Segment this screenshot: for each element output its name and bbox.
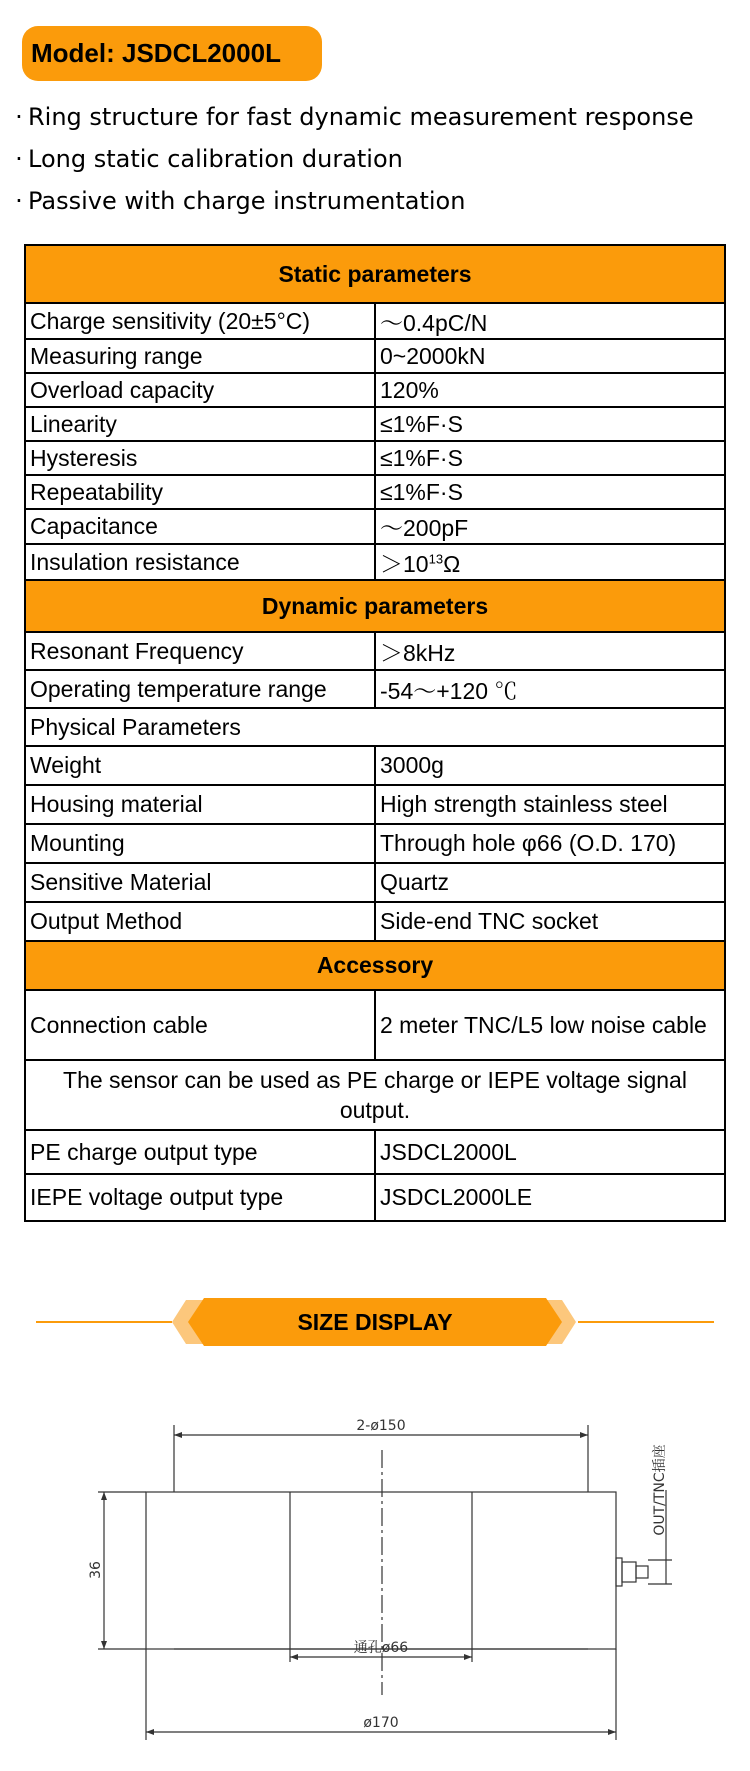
table-row — [25, 509, 725, 544]
dimension-top-label: 2-ø150 — [356, 1418, 406, 1434]
table-row — [25, 373, 725, 407]
feature-text: Passive with charge instrumentation — [28, 187, 466, 215]
param-value: ≤1%F·S — [375, 475, 725, 509]
dimension-od-label: ø170 — [363, 1715, 399, 1731]
param-value: ～200pF — [375, 509, 725, 544]
param-value: Quartz — [375, 863, 725, 902]
accessory-header-row — [25, 941, 725, 990]
param-label: Mounting — [25, 824, 375, 863]
param-label: Housing material — [25, 785, 375, 824]
bullet-dot: · — [15, 187, 23, 215]
model-badge — [22, 26, 322, 81]
param-label: Weight — [25, 746, 375, 785]
sensor-body-outline — [146, 1492, 616, 1649]
dimension-drawing — [0, 1380, 750, 1760]
param-value: JSDCL2000L — [375, 1130, 725, 1174]
table-row — [25, 339, 725, 373]
param-label: Linearity — [25, 407, 375, 441]
accessory-heading: Accessory — [25, 941, 725, 990]
feature-list — [10, 96, 750, 222]
table-row — [25, 785, 725, 824]
param-label: Sensitive Material — [25, 863, 375, 902]
dimension-height-label: 36 — [88, 1561, 104, 1579]
param-value: ＞8kHz — [375, 632, 725, 670]
feature-item — [10, 96, 750, 138]
table-row — [25, 407, 725, 441]
param-label: Charge sensitivity (20±5°C) — [25, 303, 375, 339]
table-row — [25, 990, 725, 1060]
bullet-dot: · — [15, 103, 23, 131]
insulation-value-prefix: ＞10 — [380, 550, 429, 577]
table-row — [25, 1174, 725, 1221]
param-label: PE charge output type — [25, 1130, 375, 1174]
feature-text: Ring structure for fast dynamic measurement response — [28, 103, 694, 131]
param-value: ≤1%F·S — [375, 407, 725, 441]
bullet-dot: · — [15, 145, 23, 173]
feature-item — [10, 180, 750, 222]
model-label: Model: JSDCL2000L — [31, 38, 281, 68]
dimension-hole-label: 通孔ø66 — [353, 1640, 409, 1656]
param-value: ≤1%F·S — [375, 441, 725, 475]
connector-label: OUT/TNC插座 — [652, 1444, 668, 1536]
param-label: Measuring range — [25, 339, 375, 373]
physical-parameters-heading: Physical Parameters — [25, 708, 725, 746]
physical-header-row — [25, 708, 725, 746]
insulation-value-exponent: 13 — [428, 550, 444, 566]
param-label: IEPE voltage output type — [25, 1174, 375, 1221]
param-label: Insulation resistance — [25, 544, 375, 580]
table-row — [25, 544, 725, 580]
table-row — [25, 746, 725, 785]
param-label: Resonant Frequency — [25, 632, 375, 670]
param-label: Capacitance — [25, 509, 375, 544]
param-label: Operating temperature range — [25, 670, 375, 708]
param-value: High strength stainless steel — [375, 785, 725, 824]
param-label: Overload capacity — [25, 373, 375, 407]
param-value — [375, 544, 725, 580]
table-row — [25, 632, 725, 670]
static-header-row — [25, 245, 725, 303]
param-value: 3000g — [375, 746, 725, 785]
table-row — [25, 1130, 725, 1174]
param-label: Repeatability — [25, 475, 375, 509]
param-label: Hysteresis — [25, 441, 375, 475]
param-value: 2 meter TNC/L5 low noise cable — [375, 990, 725, 1060]
insulation-value-unit: Ω — [443, 550, 461, 577]
note-row — [25, 1060, 725, 1130]
table-row — [25, 863, 725, 902]
table-row — [25, 441, 725, 475]
param-label: Output Method — [25, 902, 375, 941]
size-display-title: SIZE DISPLAY — [297, 1309, 453, 1335]
feature-text: Long static calibration duration — [28, 145, 403, 173]
param-value: Side-end TNC socket — [375, 902, 725, 941]
param-label: Connection cable — [25, 990, 375, 1060]
feature-item — [10, 138, 750, 180]
size-display-banner — [0, 1294, 750, 1350]
table-row — [25, 303, 725, 339]
dynamic-parameters-heading: Dynamic parameters — [25, 580, 725, 632]
table-row — [25, 824, 725, 863]
table-row — [25, 902, 725, 941]
param-value: ～0.4pC/N — [375, 303, 725, 339]
output-note: The sensor can be used as PE charge or IEPE voltage signal output. — [25, 1060, 725, 1130]
table-row — [25, 670, 725, 708]
param-value: -54～+120 ℃ — [375, 670, 725, 708]
param-value: Through hole φ66 (O.D. 170) — [375, 824, 725, 863]
dynamic-header-row — [25, 580, 725, 632]
param-value: 0~2000kN — [375, 339, 725, 373]
static-parameters-heading: Static parameters — [25, 245, 725, 303]
param-value: JSDCL2000LE — [375, 1174, 725, 1221]
param-value: 120% — [375, 373, 725, 407]
spec-table — [24, 244, 726, 1222]
table-row — [25, 475, 725, 509]
